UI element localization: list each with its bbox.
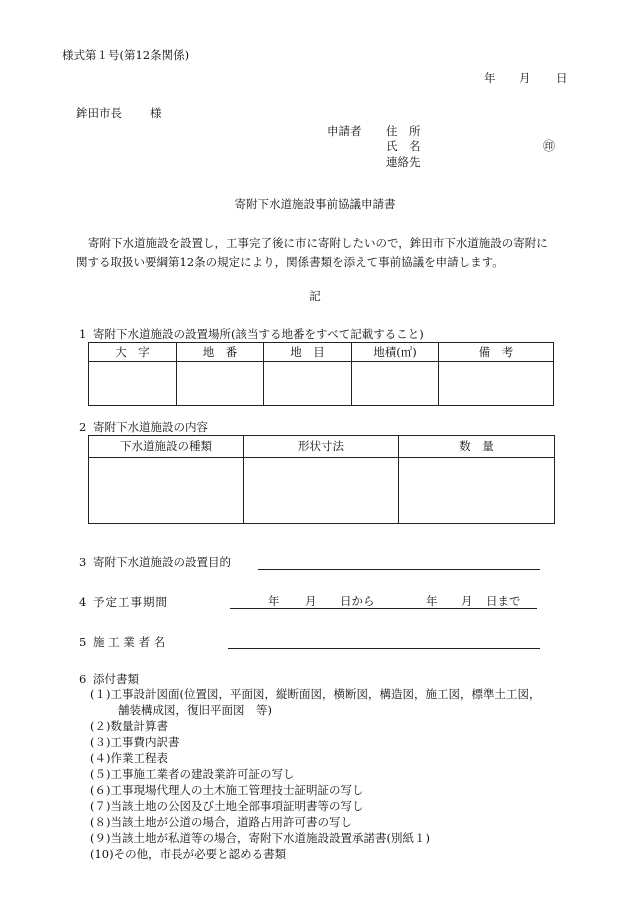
applicant-name-label: 氏 名 <box>386 139 421 153</box>
document-title: 寄附下水道施設事前協議申請書 <box>234 197 396 211</box>
addressee-honorific: 様 <box>150 106 162 120</box>
date-year-label: 年 <box>484 71 496 85</box>
section1-title: 寄附下水道施設の設置場所(該当する地番をすべて記載すること) <box>93 327 424 341</box>
location-cell-chimoku[interactable] <box>264 362 352 406</box>
attachment-item: (９)当該土地が私道等の場合，寄附下水道施設設置承諾書(別紙１) <box>90 831 430 845</box>
attachment-item: (５)工事施工業者の建設業許可証の写し <box>90 767 295 781</box>
form-number: 様式第１号(第12条関係) <box>62 48 190 62</box>
attachment-item: (７)当該土地の公図及び土地全部事項証明書等の写し <box>90 799 364 813</box>
period-start-year: 年 <box>268 594 280 608</box>
section5-title: 施 工 業 者 名 <box>93 635 166 649</box>
section4-number: 4 <box>79 595 87 609</box>
attachment-item: (３)工事費内訳書 <box>90 735 180 749</box>
content-table <box>88 435 555 524</box>
attachment-item: (２)数量計算書 <box>90 719 168 733</box>
body-paragraph: 寄附下水道施設を設置し，工事完了後に市に寄附したいので，鉾田市下水道施設の寄附に関する取扱い要綱第12条の規定により，関係書類を添えて事前協議を申請します。 <box>76 236 548 269</box>
location-header-chiseki: 地積(㎡) <box>352 343 439 362</box>
attachment-item: (１)工事設計図面(位置図，平面図，縦断面図，横断図，構造図，施工図，標準土工図， <box>90 687 541 701</box>
period-end-day: 日まで <box>486 594 521 608</box>
content-header-type: 下水道施設の種類 <box>89 436 244 458</box>
content-cell-quantity[interactable] <box>399 458 555 524</box>
period-end-month: 月 <box>461 594 473 608</box>
ki-heading: 記 <box>309 289 321 303</box>
attachment-item: (10)その他，市長が必要と認める書類 <box>90 847 287 861</box>
section5-number: 5 <box>79 635 87 649</box>
period-start-day: 日から <box>340 594 375 608</box>
location-header-chimoku: 地 目 <box>264 343 352 362</box>
applicant-address-label: 住 所 <box>386 124 421 138</box>
purpose-input-line[interactable] <box>258 569 540 570</box>
period-start-month: 月 <box>305 594 317 608</box>
content-cell-type[interactable] <box>89 458 244 524</box>
applicant-label: 申請者 <box>327 124 362 138</box>
addressee-name: 鉾田市長 <box>76 106 122 120</box>
applicant-contact-label: 連絡先 <box>386 155 421 169</box>
section3-number: 3 <box>79 555 87 569</box>
section2-number: 2 <box>79 420 87 434</box>
attachment-item: (４)作業工程表 <box>90 751 168 765</box>
location-header-aza: 大 字 <box>89 343 177 362</box>
date-day-label: 日 <box>556 71 568 85</box>
location-cell-chiseki[interactable] <box>352 362 439 406</box>
content-cell-dimensions[interactable] <box>244 458 399 524</box>
location-cell-biko[interactable] <box>439 362 554 406</box>
section1-number: 1 <box>79 327 87 341</box>
section4-title: 予定工事期間 <box>93 595 168 609</box>
location-table <box>88 342 554 406</box>
seal-mark: ㊞ <box>543 139 556 153</box>
content-header-quantity: 数 量 <box>399 436 555 458</box>
attachment-item: (８)当該土地が公道の場合，道路占用許可書の写し <box>90 815 352 829</box>
attachment-item: 舗装構成図，復旧平面図 等) <box>118 703 272 717</box>
content-header-dimensions: 形状寸法 <box>244 436 399 458</box>
date-month-label: 月 <box>519 71 531 85</box>
location-header-chiban: 地 番 <box>177 343 264 362</box>
attachment-item: (６)工事現場代理人の土木施工管理技士証明証の写し <box>90 783 364 797</box>
location-header-biko: 備 考 <box>439 343 554 362</box>
section6-number: 6 <box>79 672 87 686</box>
location-cell-aza[interactable] <box>89 362 177 406</box>
section2-title: 寄附下水道施設の内容 <box>93 420 208 434</box>
location-cell-chiban[interactable] <box>177 362 264 406</box>
period-end-year: 年 <box>426 594 438 608</box>
section6-title: 添付書類 <box>93 672 139 686</box>
contractor-input-line[interactable] <box>228 648 540 649</box>
section3-title: 寄附下水道施設の設置目的 <box>93 555 231 569</box>
